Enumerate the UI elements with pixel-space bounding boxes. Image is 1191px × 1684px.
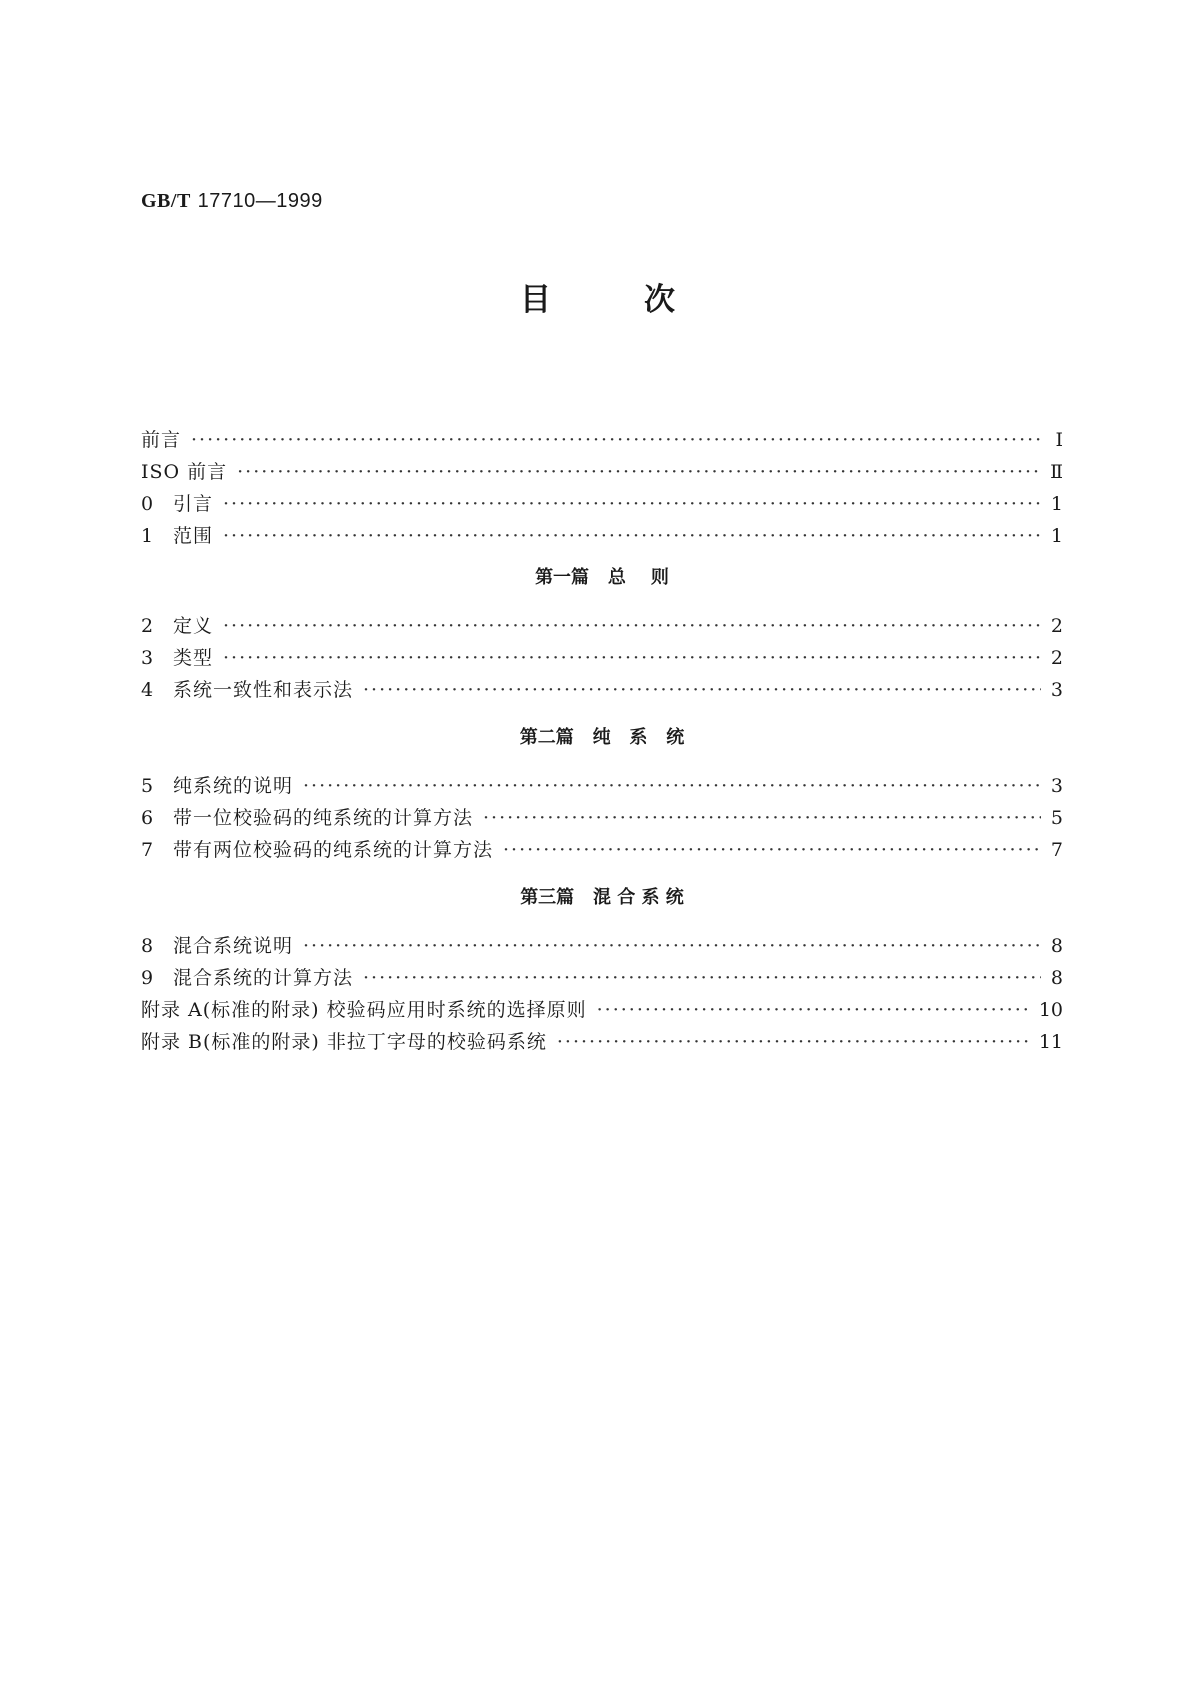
- toc-title-right: 次: [644, 282, 675, 318]
- leader-dots: [223, 642, 1041, 674]
- standard-number: 17710—1999: [197, 190, 323, 212]
- toc-entry-number: 5: [141, 775, 154, 797]
- toc-entry-label: 附录 A(标准的附录) 校验码应用时系统的选择原则: [141, 999, 587, 1021]
- toc-entry-number: 9: [141, 967, 154, 989]
- toc-entry-number: 6: [141, 807, 154, 829]
- leader-dots: [597, 994, 1029, 1026]
- toc-entry-pure-description[interactable]: [141, 770, 1063, 802]
- toc-entry-page: 8: [1050, 967, 1063, 989]
- toc-entry-label: 前言: [141, 429, 182, 451]
- toc-entry-conformance[interactable]: [141, 674, 1063, 706]
- toc-entry-number: 4: [141, 679, 154, 701]
- toc-entry-page: 2: [1050, 647, 1063, 669]
- leader-dots: [303, 770, 1041, 802]
- toc-entry-page: 8: [1050, 935, 1063, 957]
- toc-entry-label: 范围: [173, 525, 214, 547]
- toc-entry-label: 引言: [173, 493, 214, 515]
- toc-entry-label: 纯系统的说明: [173, 775, 294, 797]
- leader-dots: [363, 674, 1041, 706]
- toc-entry-single-check-char[interactable]: [141, 802, 1063, 834]
- toc-entry-label: 带一位校验码的纯系统的计算方法: [173, 807, 474, 829]
- toc-entry-hybrid-description[interactable]: [141, 930, 1063, 962]
- toc-entry-page: 5: [1050, 807, 1063, 829]
- toc-entry-label: 带有两位校验码的纯系统的计算方法: [173, 839, 494, 861]
- leader-dots: [503, 834, 1041, 866]
- toc-entry-iso-foreword[interactable]: [141, 456, 1063, 488]
- table-of-contents: [141, 424, 1063, 1058]
- toc-entry-number: 2: [141, 615, 154, 637]
- toc-entry-label: 定义: [173, 615, 214, 637]
- standard-code: [141, 188, 323, 213]
- toc-entry-hybrid-calculation[interactable]: [141, 962, 1063, 994]
- toc-title: [520, 280, 675, 320]
- toc-entry-page: 11: [1038, 1031, 1063, 1053]
- leader-dots: [557, 1026, 1029, 1058]
- leader-dots: [223, 488, 1041, 520]
- toc-entry-page: 10: [1038, 999, 1063, 1021]
- toc-entry-types[interactable]: [141, 642, 1063, 674]
- leader-dots: [303, 930, 1041, 962]
- toc-entry-foreword[interactable]: [141, 424, 1063, 456]
- toc-entry-label: 混合系统说明: [173, 935, 294, 957]
- toc-entry-introduction[interactable]: [141, 488, 1063, 520]
- toc-entry-double-check-char[interactable]: [141, 834, 1063, 866]
- toc-entry-number: 8: [141, 935, 154, 957]
- standard-prefix: GB/T: [141, 190, 191, 212]
- leader-dots: [191, 424, 1043, 456]
- toc-entry-page: 1: [1050, 525, 1063, 547]
- leader-dots: [483, 802, 1041, 834]
- toc-entry-label: ISO 前言: [141, 461, 228, 483]
- part-heading-hybrid-systems: 第三篇 混 合 系 统: [520, 887, 684, 908]
- part-heading-general: 第一篇 总 则: [535, 567, 669, 588]
- toc-entry-page: Ⅰ: [1055, 429, 1063, 451]
- toc-title-left: 目: [520, 282, 551, 318]
- toc-entry-definitions[interactable]: [141, 610, 1063, 642]
- toc-entry-page: 3: [1050, 679, 1063, 701]
- leader-dots: [363, 962, 1041, 994]
- toc-entry-annex-a[interactable]: [141, 994, 1063, 1026]
- toc-entry-scope[interactable]: [141, 520, 1063, 552]
- toc-entry-label: 附录 B(标准的附录) 非拉丁字母的校验码系统: [141, 1031, 547, 1053]
- leader-dots: [223, 520, 1041, 552]
- part-heading-pure-systems: 第二篇 纯 系 统: [519, 727, 685, 748]
- toc-entry-label: 混合系统的计算方法: [173, 967, 354, 989]
- toc-entry-number: 0: [141, 493, 154, 515]
- leader-dots: [237, 456, 1040, 488]
- toc-entry-number: 3: [141, 647, 154, 669]
- leader-dots: [223, 610, 1041, 642]
- toc-entry-label: 类型: [173, 647, 214, 669]
- toc-entry-page: 3: [1050, 775, 1063, 797]
- toc-entry-number: 7: [141, 839, 154, 861]
- toc-entry-annex-b[interactable]: [141, 1026, 1063, 1058]
- toc-entry-page: 1: [1050, 493, 1063, 515]
- toc-entry-page: 2: [1050, 615, 1063, 637]
- toc-entry-number: 1: [141, 525, 154, 547]
- toc-entry-page: Ⅱ: [1050, 461, 1063, 483]
- toc-entry-page: 7: [1050, 839, 1063, 861]
- toc-entry-label: 系统一致性和表示法: [173, 679, 354, 701]
